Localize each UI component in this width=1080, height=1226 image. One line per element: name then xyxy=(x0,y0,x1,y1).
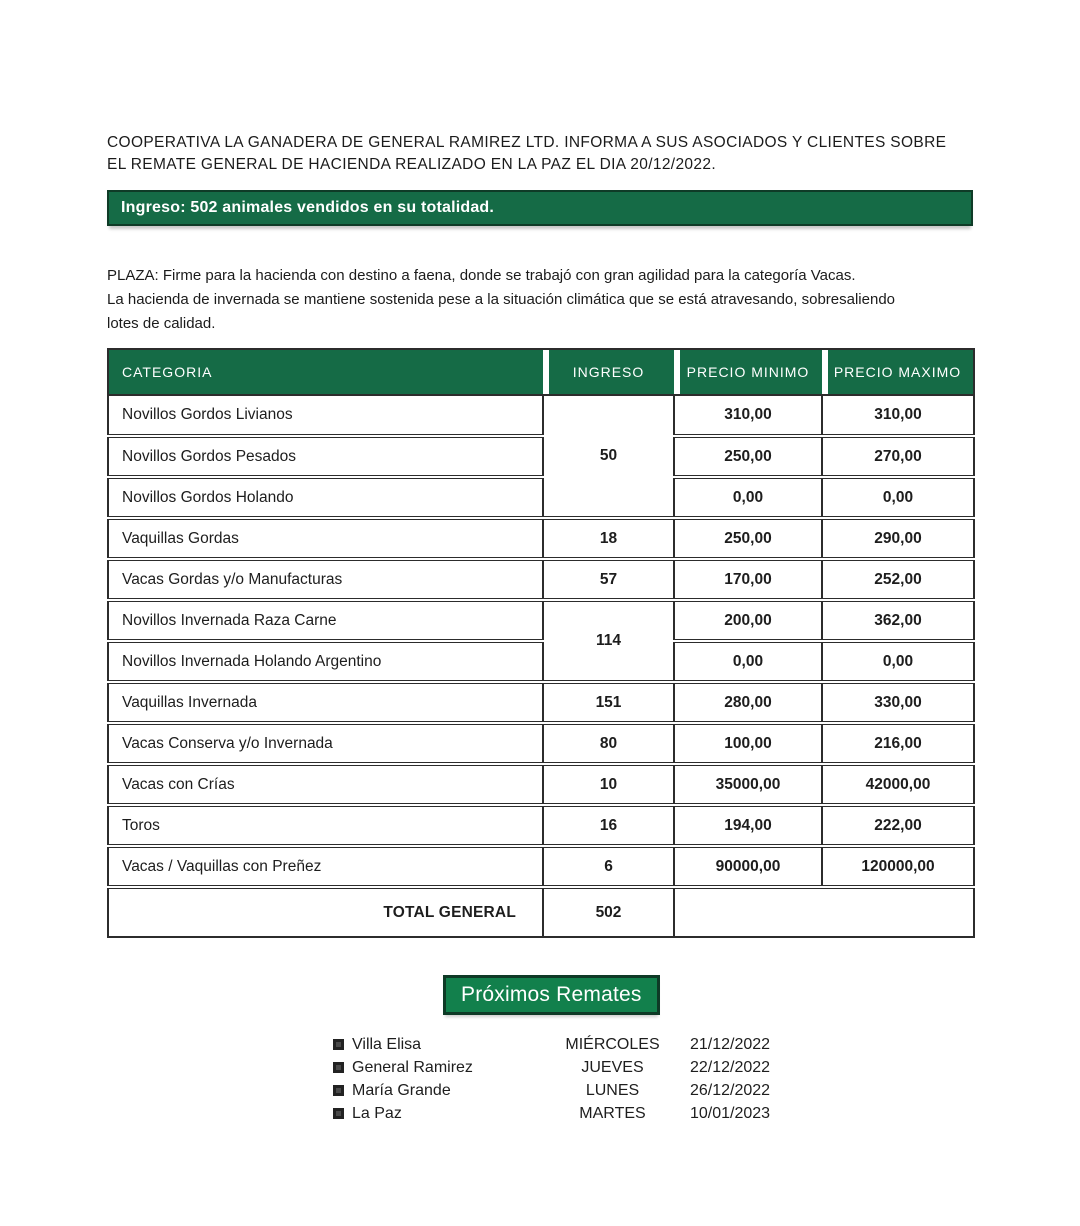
precio-maximo-cell: 310,00 xyxy=(822,395,974,436)
remate-fecha: 21/12/2022 xyxy=(690,1035,771,1053)
column-header-categoria: CATEGORIA xyxy=(108,349,543,395)
square-bullet-icon xyxy=(333,1108,344,1119)
categoria-cell: Novillos Gordos Livianos xyxy=(108,395,543,436)
precio-maximo-cell: 222,00 xyxy=(822,805,974,846)
lugar-label: General Ramirez xyxy=(352,1058,473,1076)
column-header-precio-maximo: PRECIO MAXIMO xyxy=(822,349,974,395)
precio-minimo-cell: 310,00 xyxy=(674,395,822,436)
square-bullet-icon xyxy=(333,1039,344,1050)
remate-lugar xyxy=(333,1105,565,1123)
remates-list xyxy=(333,1033,813,1125)
precio-minimo-cell: 280,00 xyxy=(674,682,822,723)
total-ingreso-cell: 502 xyxy=(543,887,674,937)
ingreso-cell: 16 xyxy=(543,805,674,846)
list-item xyxy=(333,1102,813,1125)
remate-dia: LUNES xyxy=(585,1081,640,1099)
ingreso-cell: 10 xyxy=(543,764,674,805)
total-row xyxy=(108,887,974,937)
categoria-cell: Vacas Gordas y/o Manufacturas xyxy=(108,559,543,600)
precio-maximo-cell: 0,00 xyxy=(822,477,974,518)
ingreso-cell: 18 xyxy=(543,518,674,559)
plaza-line-1: PLAZA: Firme para la hacienda con destino a faena, donde se trabajó con gran agilidad para la categoría Vacas. xyxy=(107,267,856,284)
auction-report-document xyxy=(107,0,973,1125)
table-row xyxy=(108,436,974,477)
table-header-row xyxy=(108,349,974,395)
plaza-paragraph xyxy=(107,264,973,336)
proximos-remates-section xyxy=(107,975,973,1015)
table-row xyxy=(108,641,974,682)
categoria-cell: Vaquillas Invernada xyxy=(108,682,543,723)
precio-maximo-cell: 120000,00 xyxy=(822,846,974,887)
precio-minimo-cell: 90000,00 xyxy=(674,846,822,887)
list-item xyxy=(333,1056,813,1079)
table-row xyxy=(108,477,974,518)
ingreso-cell: 114 xyxy=(543,600,674,682)
ingreso-cell: 151 xyxy=(543,682,674,723)
table-row xyxy=(108,395,974,436)
precio-maximo-cell: 0,00 xyxy=(822,641,974,682)
categoria-cell: Novillos Invernada Raza Carne xyxy=(108,600,543,641)
proximos-remates-banner: Próximos Remates xyxy=(443,975,660,1015)
precio-minimo-cell: 0,00 xyxy=(674,477,822,518)
list-item xyxy=(333,1033,813,1056)
ingreso-cell: 50 xyxy=(543,395,674,518)
precio-minimo-cell: 194,00 xyxy=(674,805,822,846)
categoria-cell: Novillos Gordos Holando xyxy=(108,477,543,518)
precio-minimo-cell: 0,00 xyxy=(674,641,822,682)
intro-line-2: EL REMATE GENERAL DE HACIENDA REALIZADO EN LA PAZ EL DIA 20/12/2022. xyxy=(107,156,717,173)
precio-maximo-cell: 216,00 xyxy=(822,723,974,764)
precio-maximo-cell: 290,00 xyxy=(822,518,974,559)
table-row xyxy=(108,846,974,887)
square-bullet-icon xyxy=(333,1062,344,1073)
categoria-cell: Toros xyxy=(108,805,543,846)
plaza-line-3: lotes de calidad. xyxy=(107,315,216,332)
table-row xyxy=(108,805,974,846)
lugar-label: La Paz xyxy=(352,1104,402,1122)
intro-line-1: COOPERATIVA LA GANADERA DE GENERAL RAMIREZ LTD. INFORMA A SUS ASOCIADOS Y CLIENTES SOBRE xyxy=(107,134,947,151)
precio-maximo-cell: 42000,00 xyxy=(822,764,974,805)
remate-fecha: 22/12/2022 xyxy=(690,1058,771,1076)
precio-maximo-cell: 330,00 xyxy=(822,682,974,723)
table-row xyxy=(108,518,974,559)
ingreso-cell: 6 xyxy=(543,846,674,887)
categoria-cell: Vacas con Crías xyxy=(108,764,543,805)
precio-maximo-cell: 362,00 xyxy=(822,600,974,641)
remate-fecha: 26/12/2022 xyxy=(690,1081,771,1099)
categoria-cell: Vaquillas Gordas xyxy=(108,518,543,559)
table-row xyxy=(108,682,974,723)
remate-lugar xyxy=(333,1059,565,1077)
ingreso-cell: 57 xyxy=(543,559,674,600)
categoria-cell: Novillos Gordos Pesados xyxy=(108,436,543,477)
categoria-cell: Novillos Invernada Holando Argentino xyxy=(108,641,543,682)
precio-minimo-cell: 200,00 xyxy=(674,600,822,641)
ingreso-cell: 80 xyxy=(543,723,674,764)
results-table xyxy=(107,348,975,938)
lugar-label: Villa Elisa xyxy=(352,1035,422,1053)
remate-lugar xyxy=(333,1036,565,1054)
table-row xyxy=(108,764,974,805)
table-row xyxy=(108,559,974,600)
ingreso-banner: Ingreso: 502 animales vendidos en su totalidad. xyxy=(107,190,973,226)
remate-fecha: 10/01/2023 xyxy=(690,1104,771,1122)
table-row xyxy=(108,723,974,764)
precio-minimo-cell: 250,00 xyxy=(674,436,822,477)
lugar-label: María Grande xyxy=(352,1081,451,1099)
remate-lugar xyxy=(333,1082,565,1100)
square-bullet-icon xyxy=(333,1085,344,1096)
precio-minimo-cell: 250,00 xyxy=(674,518,822,559)
precio-maximo-cell: 252,00 xyxy=(822,559,974,600)
total-green-cell xyxy=(674,887,974,937)
intro-text xyxy=(107,132,973,176)
categoria-cell: Vacas / Vaquillas con Preñez xyxy=(108,846,543,887)
list-item xyxy=(333,1079,813,1102)
total-general-label: TOTAL GENERAL xyxy=(108,887,543,937)
categoria-cell: Vacas Conserva y/o Invernada xyxy=(108,723,543,764)
plaza-line-2: La hacienda de invernada se mantiene sostenida pese a la situación climática que se está atravesando, sobresaliendo xyxy=(107,291,896,308)
precio-maximo-cell: 270,00 xyxy=(822,436,974,477)
precio-minimo-cell: 100,00 xyxy=(674,723,822,764)
table-row xyxy=(108,600,974,641)
remate-dia: MIÉRCOLES xyxy=(565,1035,660,1053)
precio-minimo-cell: 35000,00 xyxy=(674,764,822,805)
column-header-ingreso: INGRESO xyxy=(543,349,674,395)
remate-dia: MARTES xyxy=(579,1104,646,1122)
column-header-precio-minimo: PRECIO MINIMO xyxy=(674,349,822,395)
remate-dia: JUEVES xyxy=(581,1058,644,1076)
precio-minimo-cell: 170,00 xyxy=(674,559,822,600)
